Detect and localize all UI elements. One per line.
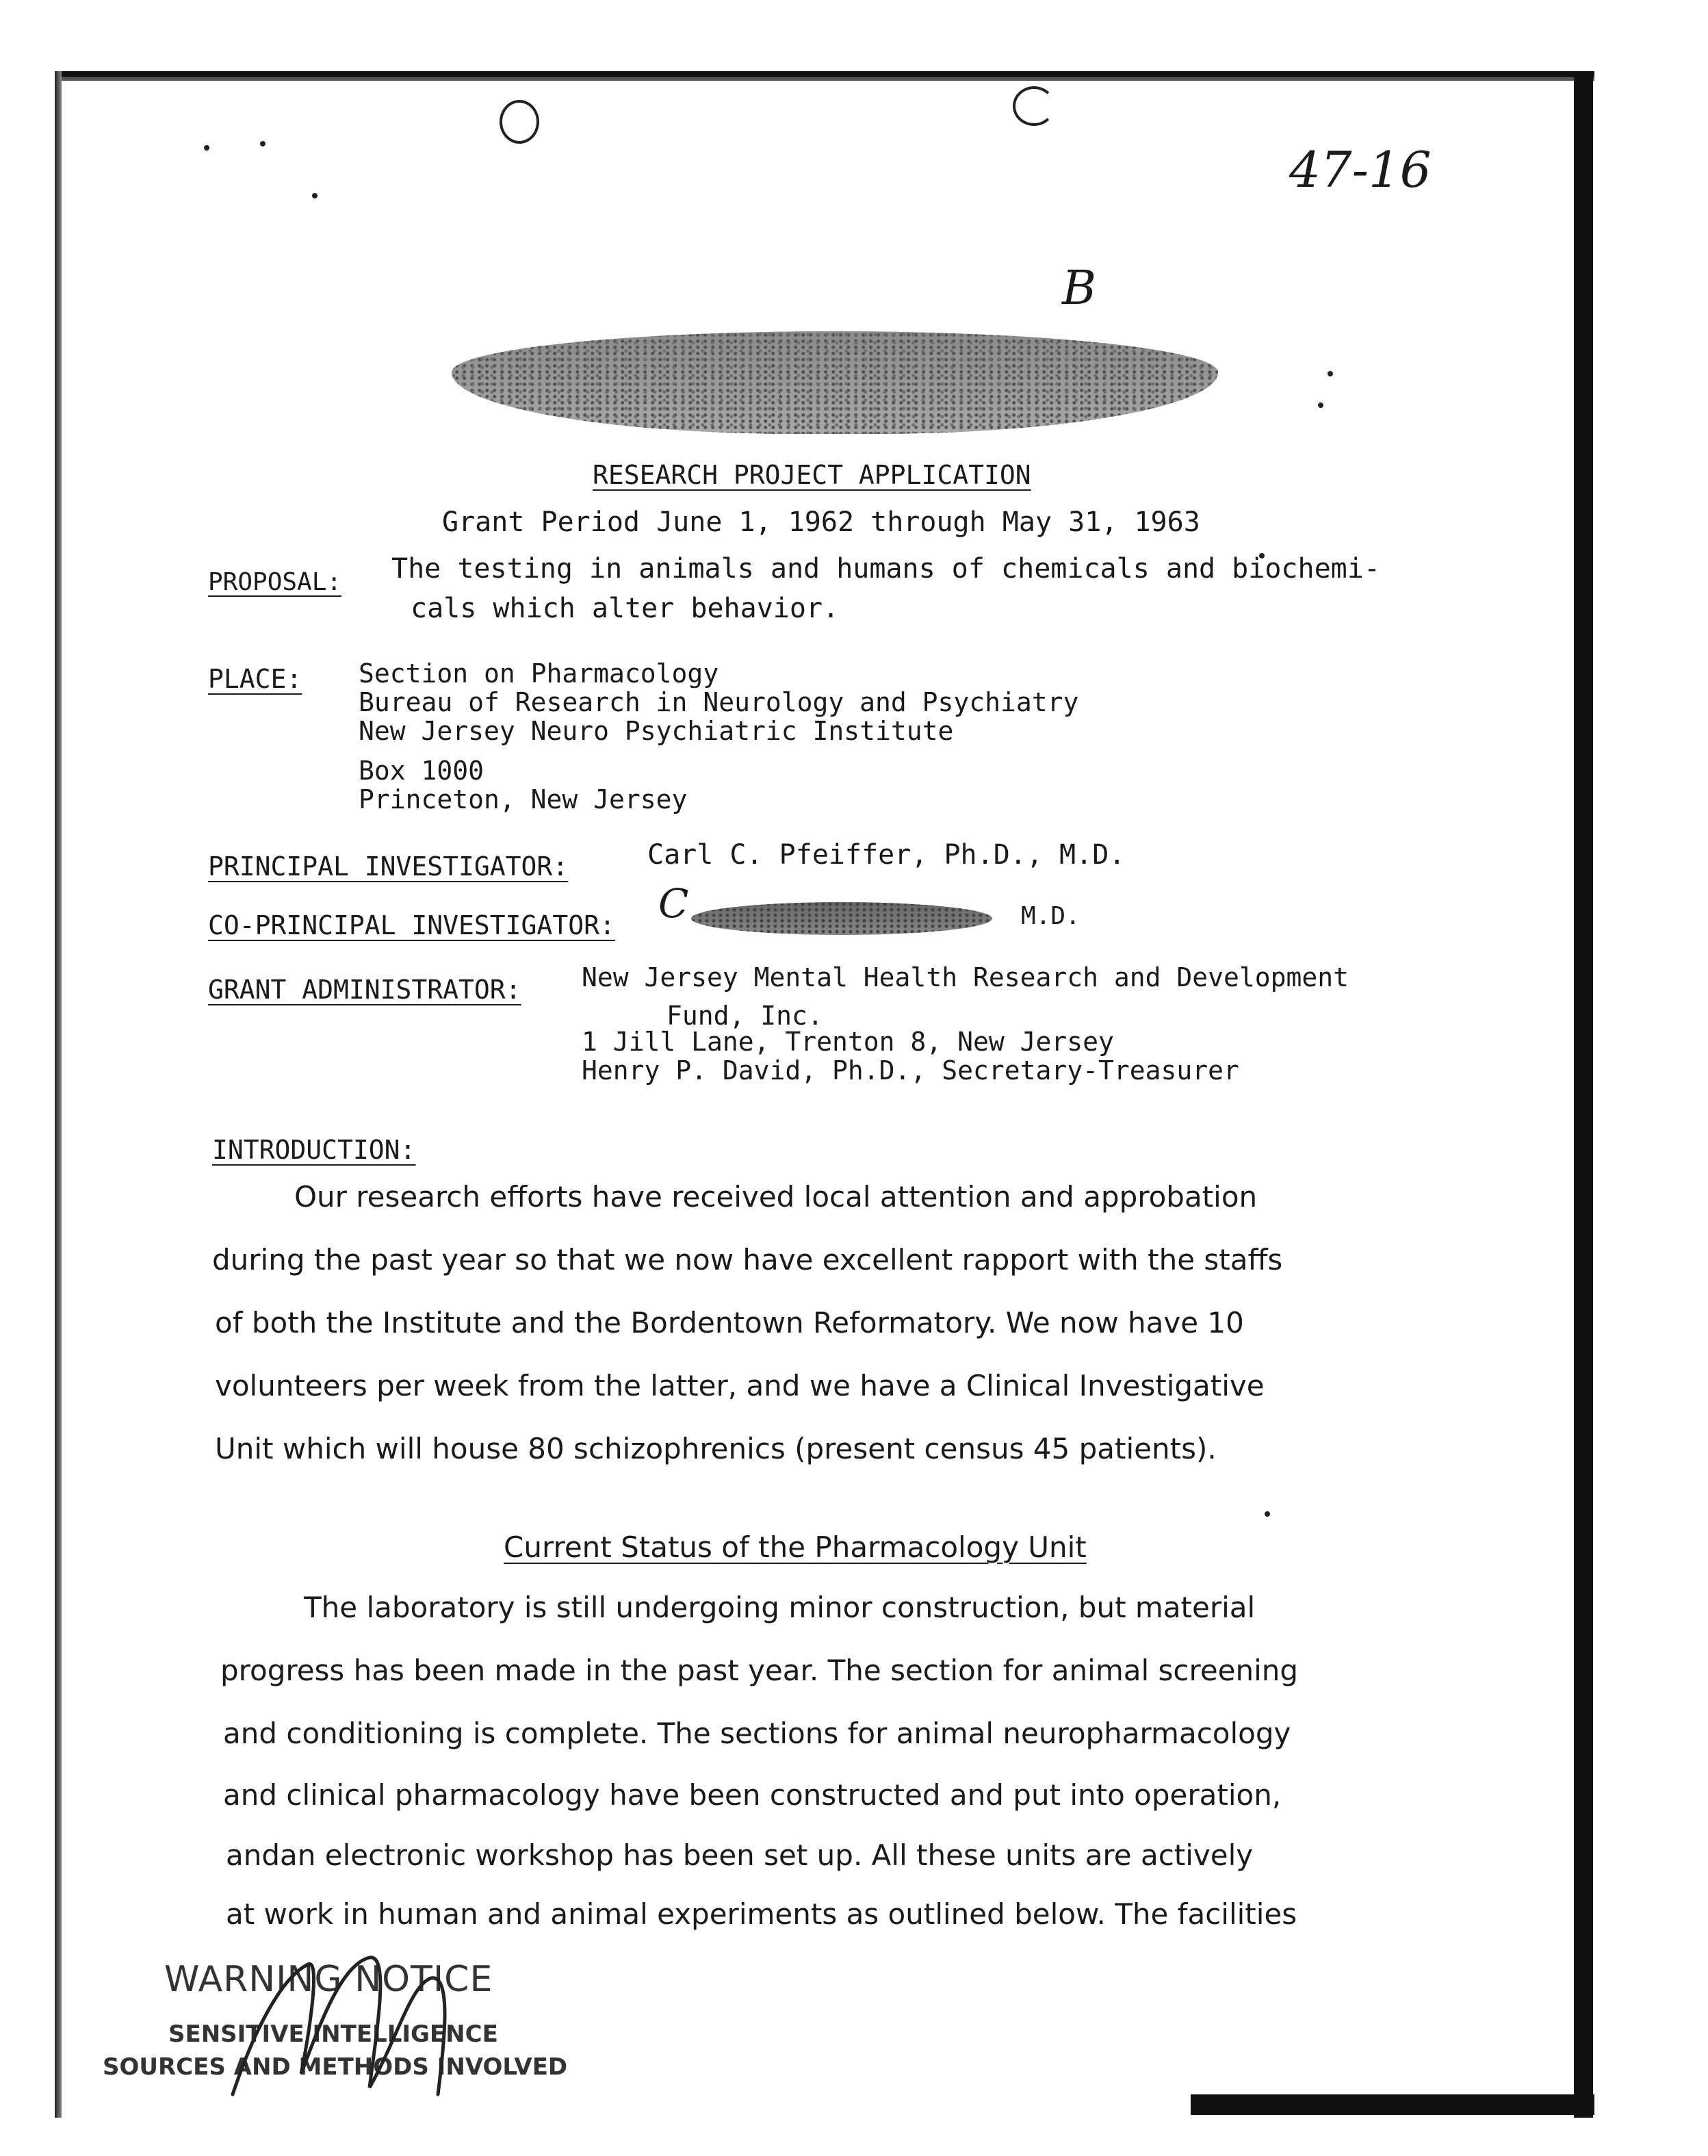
place-label: PLACE: [208,664,302,694]
status-line-2: progress has been made in the past year. The section for animal screening [220,1654,1299,1687]
status-line-1: The laboratory is still undergoing minor construction, but material [304,1591,1256,1624]
status-line-5: andan electronic workshop has been set up. All these units are actively [226,1838,1254,1872]
speck [312,193,318,198]
handwritten-file-number: 47-16 [1289,141,1432,198]
stamp-sensitive-intelligence: SENSITIVE INTELLIGENCE [168,2020,498,2048]
intro-line-5: Unit which will house 80 schizophrenics (present census 45 patients). [215,1432,1217,1465]
grant-administrator-line-1: New Jersey Mental Health Research and Development [582,962,1349,992]
grant-administrator-line-3: 1 Jill Lane, Trenton 8, New Jersey [582,1027,1114,1057]
current-status-heading: Current Status of the Pharmacology Unit [504,1530,1087,1564]
handwritten-letter: B [1062,261,1096,316]
co-principal-investigator-label: CO-PRINCIPAL INVESTIGATOR: [208,910,615,940]
principal-investigator-label: PRINCIPAL INVESTIGATOR: [208,851,569,882]
stamp-sources-methods: SOURCES AND METHODS INVOLVED [103,2053,568,2081]
proposal-label: PROPOSAL: [208,568,342,596]
status-line-4: and clinical pharmacology have been constructed and put into operation, [223,1778,1282,1812]
intro-line-1: Our research efforts have received local attention and approbation [294,1180,1258,1214]
place-line-2: Bureau of Research in Neurology and Psychiatry [359,687,1079,717]
page-edge-left [55,71,62,2118]
place-line-1: Section on Pharmacology [359,658,719,689]
speck [260,141,266,146]
stamp-warning-notice: WARNING NOTICE [164,1959,493,2000]
place-line-4: Box 1000 [359,756,484,786]
co-principal-investigator-suffix: M.D. [1021,902,1081,930]
page-edge-top [55,71,1594,81]
speck [1328,371,1333,376]
redaction-name [691,902,992,935]
speck [1265,1511,1270,1517]
proposal-line-2: cals which alter behavior. [411,593,840,624]
status-line-3: and conditioning is complete. The sections for animal neuropharmacology [223,1717,1291,1750]
place-line-3: New Jersey Neuro Psychiatric Institute [359,716,954,746]
status-line-6: at work in human and animal experiments as outlined below. The facilities [226,1897,1297,1931]
principal-investigator-value: Carl C. Pfeiffer, Ph.D., M.D. [647,839,1126,871]
page-title: RESEARCH PROJECT APPLICATION [593,460,1031,490]
handwritten-initial: C [658,880,689,927]
grant-administrator-label: GRANT ADMINISTRATOR: [208,975,521,1005]
grant-administrator-line-4: Henry P. David, Ph.D., Secretary-Treasurer [582,1055,1239,1086]
introduction-heading: INTRODUCTION: [212,1135,416,1165]
grant-administrator-line-2: Fund, Inc. [667,1001,823,1031]
speck [204,145,209,151]
redaction-block [452,331,1218,434]
intro-line-3: of both the Institute and the Bordentown Reformatory. We now have 10 [215,1306,1244,1339]
intro-line-4: volunteers per week from the latter, and we have a Clinical Investigative [215,1369,1265,1402]
page-edge-bottom [1191,2094,1594,2115]
place-line-5: Princeton, New Jersey [359,784,688,814]
speck [1318,402,1323,408]
punch-hole-left [500,100,539,144]
proposal-line-1: The testing in animals and humans of chemicals and biochemi- [391,553,1380,585]
grant-period: Grant Period June 1, 1962 through May 31, 1963 [442,506,1200,538]
page-edge-right [1574,71,1593,2118]
punch-hole-right [1013,86,1055,126]
signature-scribble [205,1937,493,2115]
intro-line-2: during the past year so that we now have excellent rapport with the staffs [212,1243,1283,1276]
